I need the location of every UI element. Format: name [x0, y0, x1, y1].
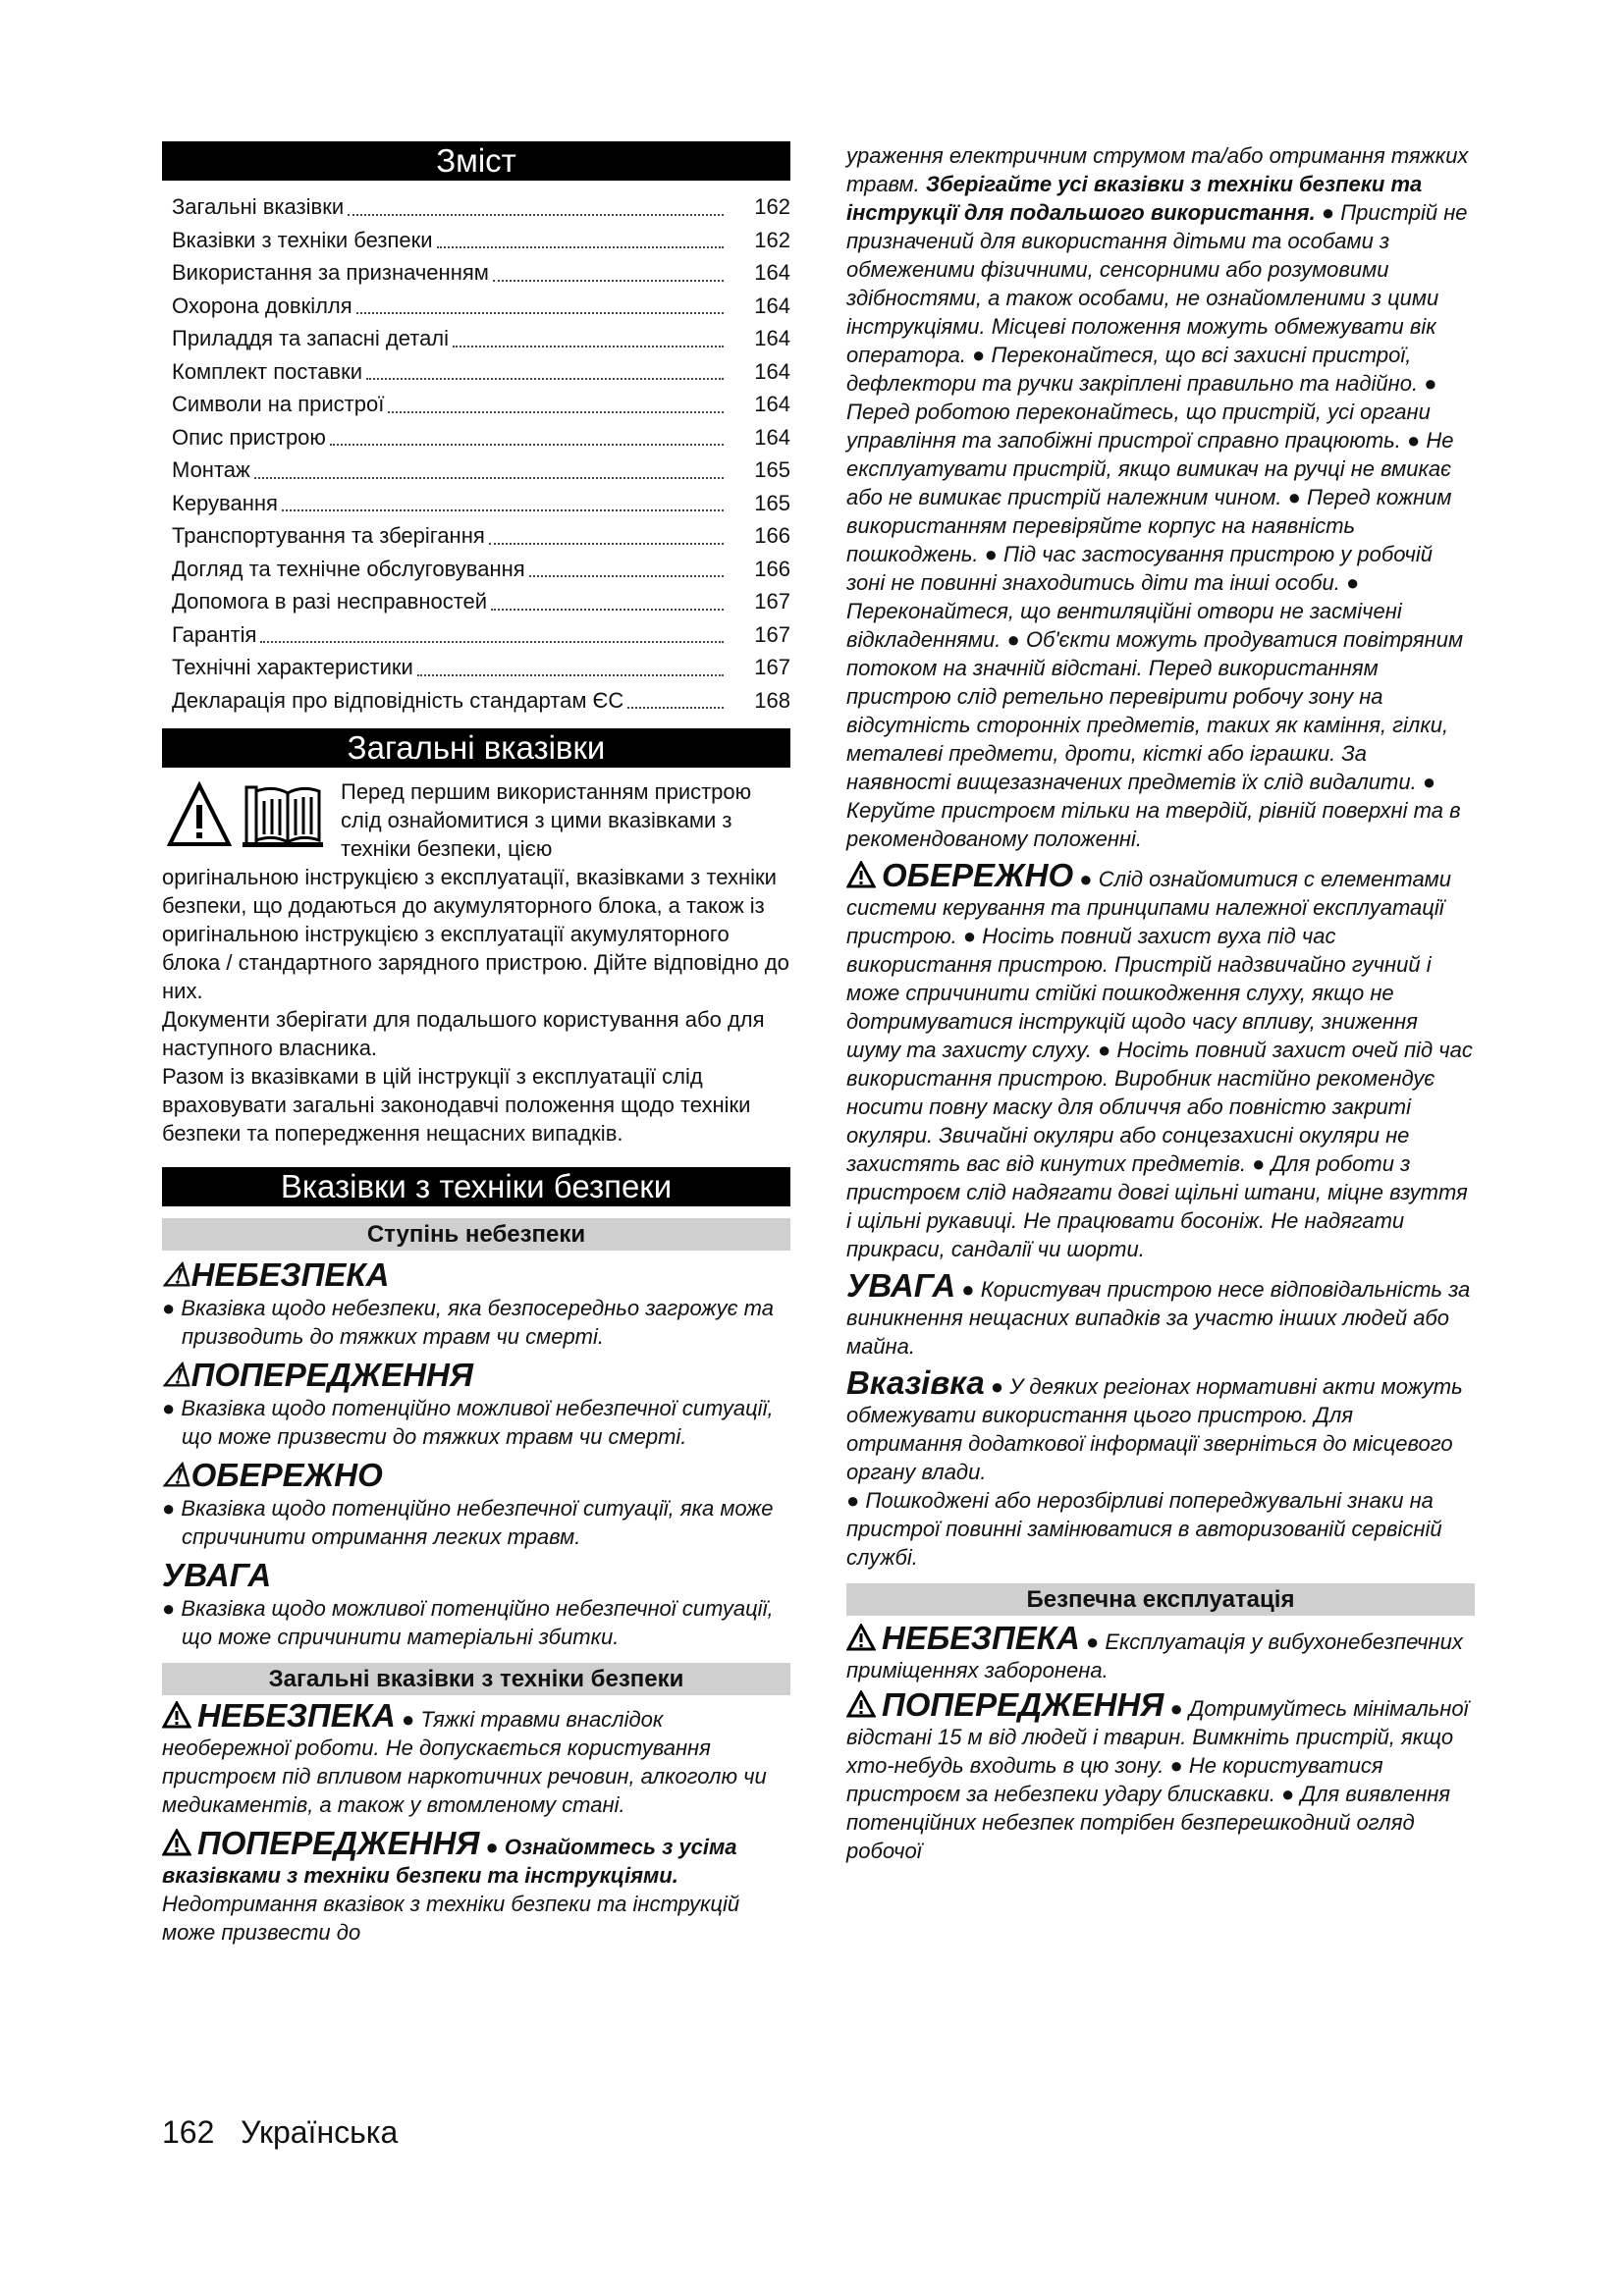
warning-icon	[162, 1829, 191, 1856]
page-footer	[162, 2114, 398, 2151]
toc-leader-dots	[260, 618, 724, 644]
level-attention-text: ● Вказівка щодо можливої потенційно небезпечної ситуації, що може спричинити матеріальні збитки.	[162, 1596, 774, 1649]
general-intro	[162, 777, 790, 1148]
toc-leader-dots	[491, 585, 724, 611]
toc-entry	[162, 190, 790, 224]
toc-entry-page: 164	[754, 392, 790, 416]
warning-icon	[846, 1624, 876, 1651]
toc-entry-title: Опис пристрою	[172, 424, 326, 450]
left-column	[162, 141, 790, 1947]
attention-block	[846, 1267, 1475, 1361]
toc-leader-dots	[388, 388, 724, 413]
caution-block	[846, 857, 1475, 1263]
levels-title: Ступінь небезпеки	[162, 1218, 790, 1251]
toc-leader-dots	[417, 651, 724, 676]
safe-warning-block	[846, 1686, 1475, 1865]
warning-icon: ⚠	[162, 1457, 191, 1493]
general-warning-text: Недотримання вказівок з техніки безпеки та інструкцій може призвести до	[162, 1892, 740, 1945]
toc-entry-page: 167	[754, 655, 790, 679]
toc-entry-page: 166	[754, 556, 790, 581]
toc-entry-title: Комплект поставки	[172, 358, 363, 384]
toc-entry	[162, 322, 790, 355]
toc-leader-dots	[254, 454, 724, 479]
safe-danger-head: НЕБЕЗПЕКА	[882, 1620, 1080, 1656]
general-title: Загальні вказівки	[162, 728, 790, 768]
warning-icon	[846, 1690, 876, 1718]
toc-entry-page: 164	[754, 358, 790, 384]
toc-entry	[162, 487, 790, 520]
caution-text: ● Слід ознайомитися с елементами системи керування та принципами належної експлуатації пристрою. ● Носіть повний захист вуха під час використання пристрою. Пристрій надзвичайно гучний і може спричинити стійкі пошкодження слуху, якщо не дотримуватися інструкцій щодо часу впливу, зниження шуму та захисту слуху. ● Носіть повний захист очей під час використання пристрою. Виробник настійно рекомендує носити повну маску для обличчя або повністю закриті окуляри. Звичайні окуляри або сонцезахисні окуляри не захистять вас від кинутих предметів. ● Для роботи з пристроєм слід надягати довгі щільні штани, міцне взуття і щільні рукавиці. Не працювати босоніж. Не надягати прикраси, сандалії чи шорти.	[846, 867, 1473, 1261]
toc-leader-dots	[627, 684, 724, 710]
continued-bold: Зберігайте усі вказівки з техніки безпеки та інструкції для подальшого використання.	[846, 172, 1423, 225]
toc-entry-title: Використання за призначенням	[172, 260, 489, 285]
toc-entry-page: 162	[754, 227, 790, 252]
level-caution-text: ● Вказівка щодо потенційно небезпечної ситуації, яка може спричинити отримання легких травм.	[162, 1496, 774, 1549]
safety-title: Вказівки з техніки безпеки	[162, 1167, 790, 1206]
warning-icon	[846, 861, 876, 888]
toc-leader-dots	[330, 421, 724, 447]
general-danger-block	[162, 1697, 790, 1819]
warning-icon	[162, 1701, 191, 1729]
footer-page-number: 162	[162, 2114, 215, 2150]
toc-leader-dots	[366, 355, 724, 381]
level-warning-text: ● Вказівка щодо потенційно можливої небезпечної ситуації, що може призвести до тяжких травм чи смерті.	[162, 1396, 774, 1449]
safe-operation-title: Безпечна експлуатація	[846, 1583, 1475, 1616]
toc-entry-title: Технічні характеристики	[172, 655, 413, 679]
toc-entry	[162, 585, 790, 618]
note-block	[846, 1364, 1475, 1486]
warning-icon: ⚠	[162, 1256, 191, 1293]
toc-leader-dots	[453, 322, 724, 347]
attention-head: УВАГА	[846, 1267, 956, 1304]
levels-list	[162, 1256, 790, 1651]
safe-warning-text: ● Дотримуйтесь мінімальної відстані 15 м від людей і тварин. Вимкніть пристрій, якщо хто-небудь входить в цю зону. ● Не користуватися пристроєм за небезпеки удару блискавки. ● Для виявлення потенційних небезпек потрібен безперешкодний огляд робочої	[846, 1696, 1469, 1863]
toc-leader-dots	[489, 519, 724, 545]
toc-entry	[162, 684, 790, 718]
toc-title: Зміст	[162, 141, 790, 181]
toc-leader-dots	[282, 487, 724, 512]
toc-entry-title: Загальні вказівки	[172, 194, 345, 219]
toc-entry-title: Догляд та технічне обслуговування	[172, 556, 525, 581]
toc-entry-page: 162	[754, 194, 790, 219]
level-warning-head: ⚠ПОПЕРЕДЖЕННЯ	[162, 1357, 473, 1393]
safe-danger-text: ● Експлуатація у вибухонебезпечних приміщеннях заборонена.	[846, 1629, 1463, 1682]
general-p3: Разом із вказівками в цій інструкції з експлуатації слід враховувати загальні законодавчі положення щодо техніки безпеки та попередження нещасних випадків.	[162, 1064, 751, 1146]
toc-entry-page: 165	[754, 490, 790, 515]
continued-text	[846, 141, 1475, 853]
general-danger-head: НЕБЕЗПЕКА	[197, 1697, 396, 1734]
toc-entry-page: 166	[754, 523, 790, 548]
warning-and-manual-icon	[166, 781, 327, 850]
continued-text-2: ● Пристрій не призначений для використання дітьми та особами з обмеженими фізичними, сенсорними або розумовими здібностями, а також особами, не ознайомленими з цими інструкціями. Місцеві положення можуть обмежувати вік оператора. ● Переконайтеся, що всі захисні пристрої, дефлектори та ручки закріплені правильно та надійно. ● Перед роботою переконайтесь, що пристрій, усі органи управління та запобіжні пристрої справно працюють. ● Не експлуатувати пристрій, якщо вимикач на ручці не вмикає або не вимикає пристрій належним чином. ● Перед кожним використанням перевіряйте корпус на наявність пошкоджень. ● Під час застосування пристрою у робочій зоні не повинні знаходитись діти та інші особи. ● Переконайтеся, що вентиляційні отвори не засмічені відкладеннями. ● Об'єкти можуть продуватися повітряним потоком на значній відстані. Перед використанням пристрою слід ретельно перевірити робочу зону на відсутність сторонніх предметів, таких як каміння, гілки, металеві предмети, дроти, кісткі або іграшки. За наявності вищезазначених предметів їх слід видалити. ● Керуйте пристроєм тільки на твердій, рівній поверхні та в рекомендованому положенні.	[846, 200, 1468, 851]
toc-entry	[162, 618, 790, 652]
toc-entry-title: Символи на пристрої	[172, 392, 385, 416]
toc-entry	[162, 290, 790, 323]
general-warning-head: ПОПЕРЕДЖЕННЯ	[197, 1825, 480, 1861]
toc-leader-dots	[348, 190, 724, 216]
toc-leader-dots	[493, 256, 724, 282]
level-danger-text: ● Вказівка щодо небезпеки, яка безпосередньо загрожує та призводить до тяжких травм чи смерті.	[162, 1296, 774, 1349]
safe-danger-block	[846, 1620, 1475, 1684]
toc-entry-title: Керування	[172, 490, 278, 515]
toc-entry-title: Декларація про відповідність стандартам ЄС	[172, 687, 624, 713]
toc-entry	[162, 388, 790, 421]
toc-entry-page: 165	[754, 457, 790, 482]
caution-head: ОБЕРЕЖНО	[882, 857, 1074, 893]
general-p2: Документи зберігати для подальшого користування або для наступного власника.	[162, 1007, 765, 1060]
level-attention-head: УВАГА	[162, 1557, 272, 1593]
toc-entry	[162, 553, 790, 586]
note-head: Вказівка	[846, 1364, 985, 1401]
toc-entry	[162, 256, 790, 290]
toc-entry	[162, 454, 790, 487]
toc-entry	[162, 421, 790, 454]
toc-list	[162, 190, 790, 717]
attention-text: ● Користувач пристрою несе відповідальність за виникнення нещасних випадків за участю інших людей або майна.	[846, 1277, 1471, 1359]
general-warning-block	[162, 1825, 790, 1947]
intro-rest: оригінальною інструкцією з експлуатації, вказівками з техніки безпеки, що додаються до акумуляторного блока, а також із оригінальною інструкцією з експлуатації акумуляторного блока / стандартного зарядного пристрою. Дійте відповідно до них.	[162, 865, 789, 1003]
toc-entry-title: Допомога в разі несправностей	[172, 589, 488, 614]
right-column	[846, 141, 1475, 1865]
general-warning-bold: ● Ознайомтесь з усіма вказівками з техніки безпеки та інструкціями.	[162, 1835, 737, 1888]
toc-entry-page: 164	[754, 424, 790, 450]
continued-text-1: ураження електричним струмом та/або отримання тяжких травм.	[846, 143, 1469, 196]
toc-entry-title: Приладдя та запасні деталі	[172, 326, 450, 350]
toc-entry-title: Охорона довкілля	[172, 293, 352, 318]
toc-entry-page: 167	[754, 621, 790, 647]
toc-entry	[162, 355, 790, 389]
warning-icon: ⚠	[162, 1357, 191, 1393]
intro-first: Перед першим використанням пристрою слід ознайомитися з цими вказівками з техніки безпеки, цією	[341, 779, 752, 861]
toc-leader-dots	[437, 224, 724, 249]
toc-entry-title: Гарантія	[172, 621, 257, 647]
safe-warning-head: ПОПЕРЕДЖЕННЯ	[882, 1686, 1164, 1723]
level-caution-head: ⚠ОБЕРЕЖНО	[162, 1457, 383, 1493]
toc-entry-title: Монтаж	[172, 457, 250, 482]
toc-leader-dots	[529, 553, 724, 578]
toc-entry-page: 164	[754, 260, 790, 285]
general-danger-text: ● Тяжкі травми внаслідок необережної роботи. Не допускається користування пристроєм під впливом наркотичних речовин, алкоголю чи медикаментів, а також у втомленому стані.	[162, 1707, 767, 1817]
toc-entry-page: 167	[754, 589, 790, 614]
toc-entry	[162, 224, 790, 257]
toc-entry	[162, 519, 790, 553]
general-safety-title: Загальні вказівки з техніки безпеки	[162, 1663, 790, 1695]
toc-entry-page: 164	[754, 293, 790, 318]
toc-entry	[162, 651, 790, 684]
toc-entry-title: Транспортування та зберігання	[172, 523, 485, 548]
level-danger-head: ⚠НЕБЕЗПЕКА	[162, 1256, 390, 1293]
note-text-2: ● Пошкоджені або нерозбірливі попереджувальні знаки на пристрої повинні замінюватися в авторизованій сервісній службі.	[846, 1488, 1442, 1570]
toc-entry-title: Вказівки з техніки безпеки	[172, 227, 433, 252]
footer-language: Українська	[241, 2114, 399, 2150]
toc-entry-page: 168	[754, 687, 790, 713]
toc-leader-dots	[356, 290, 724, 315]
note-text: ● У деяких регіонах нормативні акти можуть обмежувати використання цього пристрою. Для отримання додаткової інформації зверніться до місцевого органу влади.	[846, 1374, 1463, 1484]
toc-entry-page: 164	[754, 326, 790, 350]
